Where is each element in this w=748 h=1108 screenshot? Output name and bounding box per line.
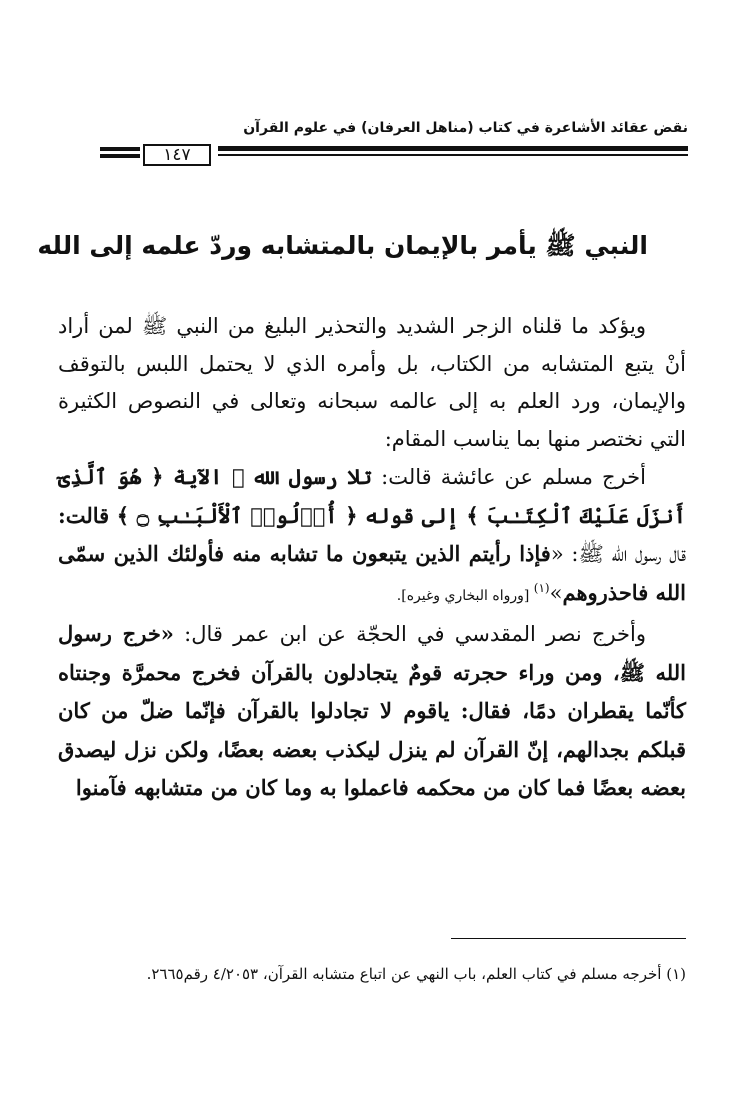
p2-end: » — [549, 580, 563, 605]
footnote-1 — [58, 960, 686, 988]
footnote-separator — [451, 938, 686, 939]
footnote-text: أخرجه مسلم في كتاب العلم، باب النهي عن اتباع متشابه القرآن، ٤/٢٠٥٣ رقم٢٦٦٥. — [146, 965, 662, 983]
p2-source: [ورواه البخاري وغيره]. — [396, 587, 534, 604]
header-rule-thin — [218, 154, 688, 156]
paragraph-3 — [58, 615, 686, 808]
header-rule-thick — [218, 146, 688, 151]
p2-quote-2: فإذا رأيتم الذين يتبعون ما تشابه منه فأولئك الذين سمّى الله فاحذروهم — [58, 541, 686, 605]
section-title: النبي ﷺ يأمر بالإيمان بالمتشابه وردّ علمه إلى الله — [37, 231, 648, 260]
ornament-bar — [100, 147, 140, 151]
p3-intro: وأخرج نصر المقدسي في الحجّة عن ابن عمر قال: — [173, 622, 646, 646]
p2-quote-1: تلا رسول الله ﷺ الآية ﴿ هُوَ ٱلَّذِىٓ أَنزَلَ عَلَيْكَ ٱلْكِتَـٰبَ ﴾ إلى قوله ﴿ أُو۟لُوا۟ ٱلْأَلْبَـٰبِ ۝ ﴾ قالت: — [58, 464, 686, 528]
body-text — [58, 308, 686, 808]
header-ornament-bars — [100, 147, 140, 161]
ornament-bar — [100, 154, 140, 158]
p3-quote: «خرج رسول الله ﷺ، ومن وراء حجرته قومٌ يتجادلون بالقرآن فخرج محمرَّة وجنتاه كأنّما يقطران دمًا، فقال: ياقوم لا تجادلوا بالقرآن فإنّما ضلّ من كان قبلكم بجدالهم، إنّ القرآن لم ينزل ليكذب بعضه بعضًا، ولكن نزل ليصدق بعضه بعضًا فما كان من محكمه فاعملوا به وما كان من متشابهه فآمنوا — [58, 621, 686, 800]
p2-mid: قال رسول الله ﷺ: « — [550, 542, 686, 566]
footnote-ref-1[interactable]: (١) — [533, 580, 550, 595]
paragraph-1: ويؤكد ما قلناه الزجر الشديد والتحذير البليغ من النبي ﷺ لمن أراد أنْ يتبع المتشابه من الكتاب، بل وأمره الذي لا يحتمل اللبس بالتوقف والإيمان، ورد العلم به إلى عالمه سبحانه وتعالى في النصوص الكثيرة التي نختصر منها بما يناسب المقام: — [58, 314, 686, 451]
p2-intro: أخرج مسلم عن عائشة قالت: — [372, 465, 647, 489]
paragraph-2 — [58, 458, 686, 615]
footnote-marker: (١) — [666, 965, 686, 983]
page-number: ١٤٧ — [143, 144, 211, 166]
running-head: نقض عقائد الأشاعرة في كتاب (مناهل العرفان) في علوم القرآن — [243, 120, 688, 136]
